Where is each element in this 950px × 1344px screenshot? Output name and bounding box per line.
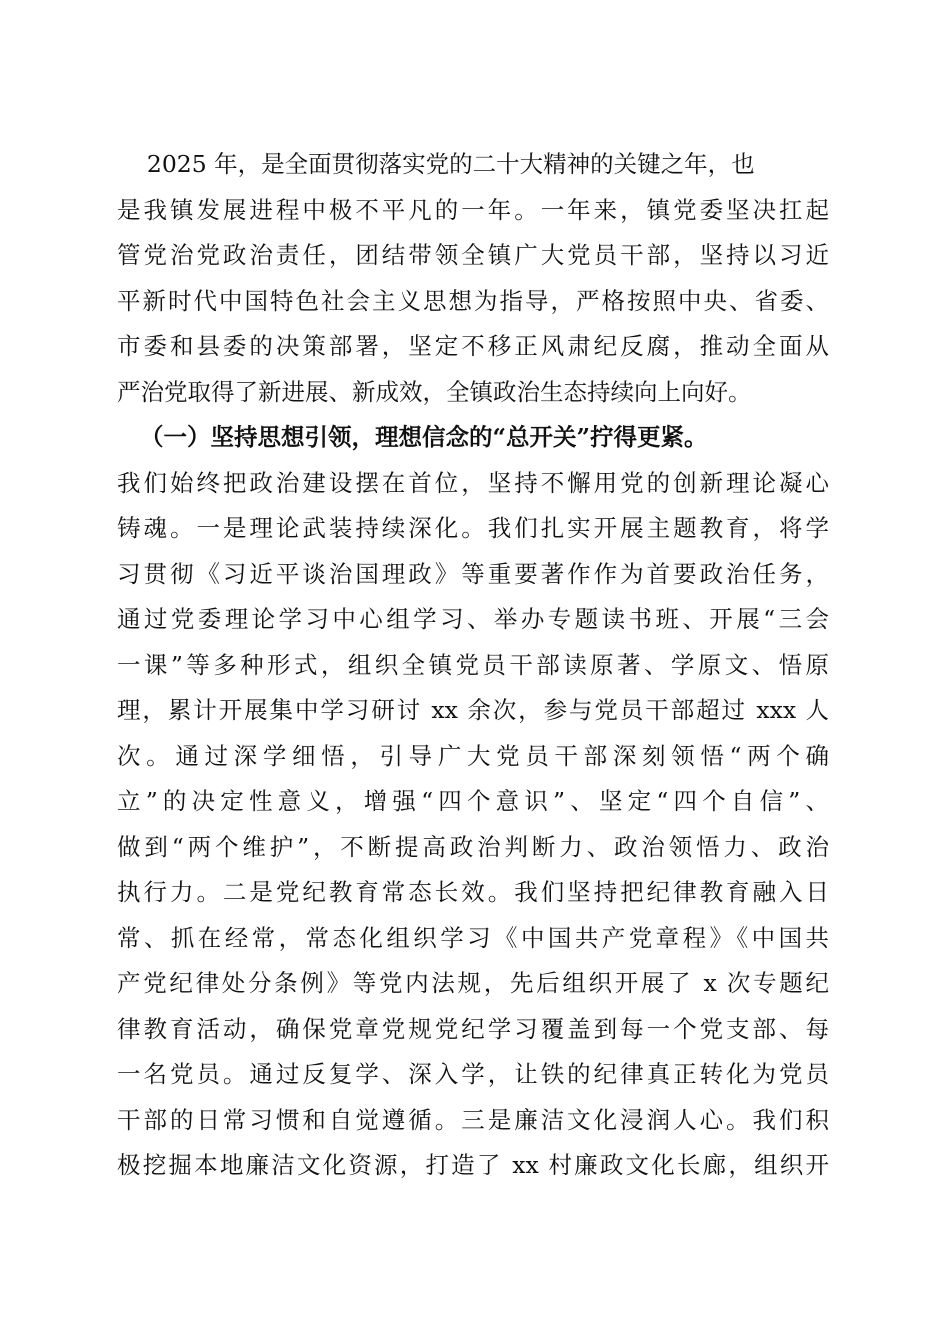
paragraph-2-line-1: 我们始终把政治建设摆在首位，坚持不懈用党的创新理论凝心	[117, 468, 829, 497]
paragraph-2-line-16: 极挖掘本地廉洁文化资源，打造了 xx 村廉政文化长廊，组织开	[117, 1151, 829, 1179]
paragraph-2-line-7: 次。通过深学细悟，引导广大党员干部深刻领悟“两个确	[117, 741, 829, 770]
paragraph-2-line-4: 通过党委理论学习中心组学习、举办专题读书班、开展“三会	[117, 605, 829, 633]
paragraph-2-line-8: 立”的决定性意义，增强“四个意识”、坚定“四个自信”、	[117, 787, 829, 815]
paragraph-1-line-4: 平新时代中国特色社会主义思想为指导，严格按照中央、省委、	[117, 286, 829, 315]
document-body	[117, 142, 829, 1189]
paragraph-2-line-13: 律教育活动，确保党章党规党纪学习覆盖到每一个党支部、每	[117, 1014, 829, 1043]
paragraph-2-line-10: 执行力。二是党纪教育常态长效。我们坚持把纪律教育融入日	[117, 878, 829, 906]
paragraph-1-line-2: 是我镇发展进程中极不平凡的一年。一年来，镇党委坚决扛起	[117, 195, 829, 224]
paragraph-1-line-3: 管党治党政治责任，团结带领全镇广大党员干部，坚持以习近	[117, 241, 829, 269]
paragraph-2-line-6: 理，累计开展集中学习研讨 xx 余次，参与党员干部超过 xxx 人	[117, 696, 829, 724]
paragraph-2-line-5: 一课”等多种形式，组织全镇党员干部读原著、学原文、悟原	[117, 650, 829, 679]
paragraph-2-line-11: 常、抓在经常，常态化组织学习《中国共产党章程》《中国共	[117, 923, 829, 952]
paragraph-2-line-15: 干部的日常习惯和自觉遵循。三是廉洁文化浸润人心。我们积	[117, 1105, 829, 1134]
paragraph-1-line-1: 2025 年，是全面贯彻落实党的二十大精神的关键之年，也	[117, 150, 755, 178]
paragraph-2-line-12: 产党纪律处分条例》等党内法规，先后组织开展了 x 次专题纪	[117, 969, 829, 997]
paragraph-2-line-2: 铸魂。一是理论武装持续深化。我们扎实开展主题教育，将学	[117, 514, 829, 542]
paragraph-1-line-6: 严治党取得了新进展、新成效，全镇政治生态持续向上向好。	[117, 377, 752, 406]
paragraph-2-line-14: 一名党员。通过反复学、深入学，让铁的纪律真正转化为党员	[117, 1060, 829, 1088]
paragraph-2-line-3: 习贯彻《习近平谈治国理政》等重要著作作为首要政治任务，	[117, 559, 829, 588]
section-heading-1: （一）坚持思想引领，理想信念的“总开关”拧得更紧。	[140, 423, 708, 451]
paragraph-1-line-5: 市委和县委的决策部署，坚定不移正风肃纪反腐，推动全面从	[117, 332, 829, 360]
paragraph-2-line-9: 做到“两个维护”，不断提高政治判断力、政治领悟力、政治	[117, 832, 829, 861]
